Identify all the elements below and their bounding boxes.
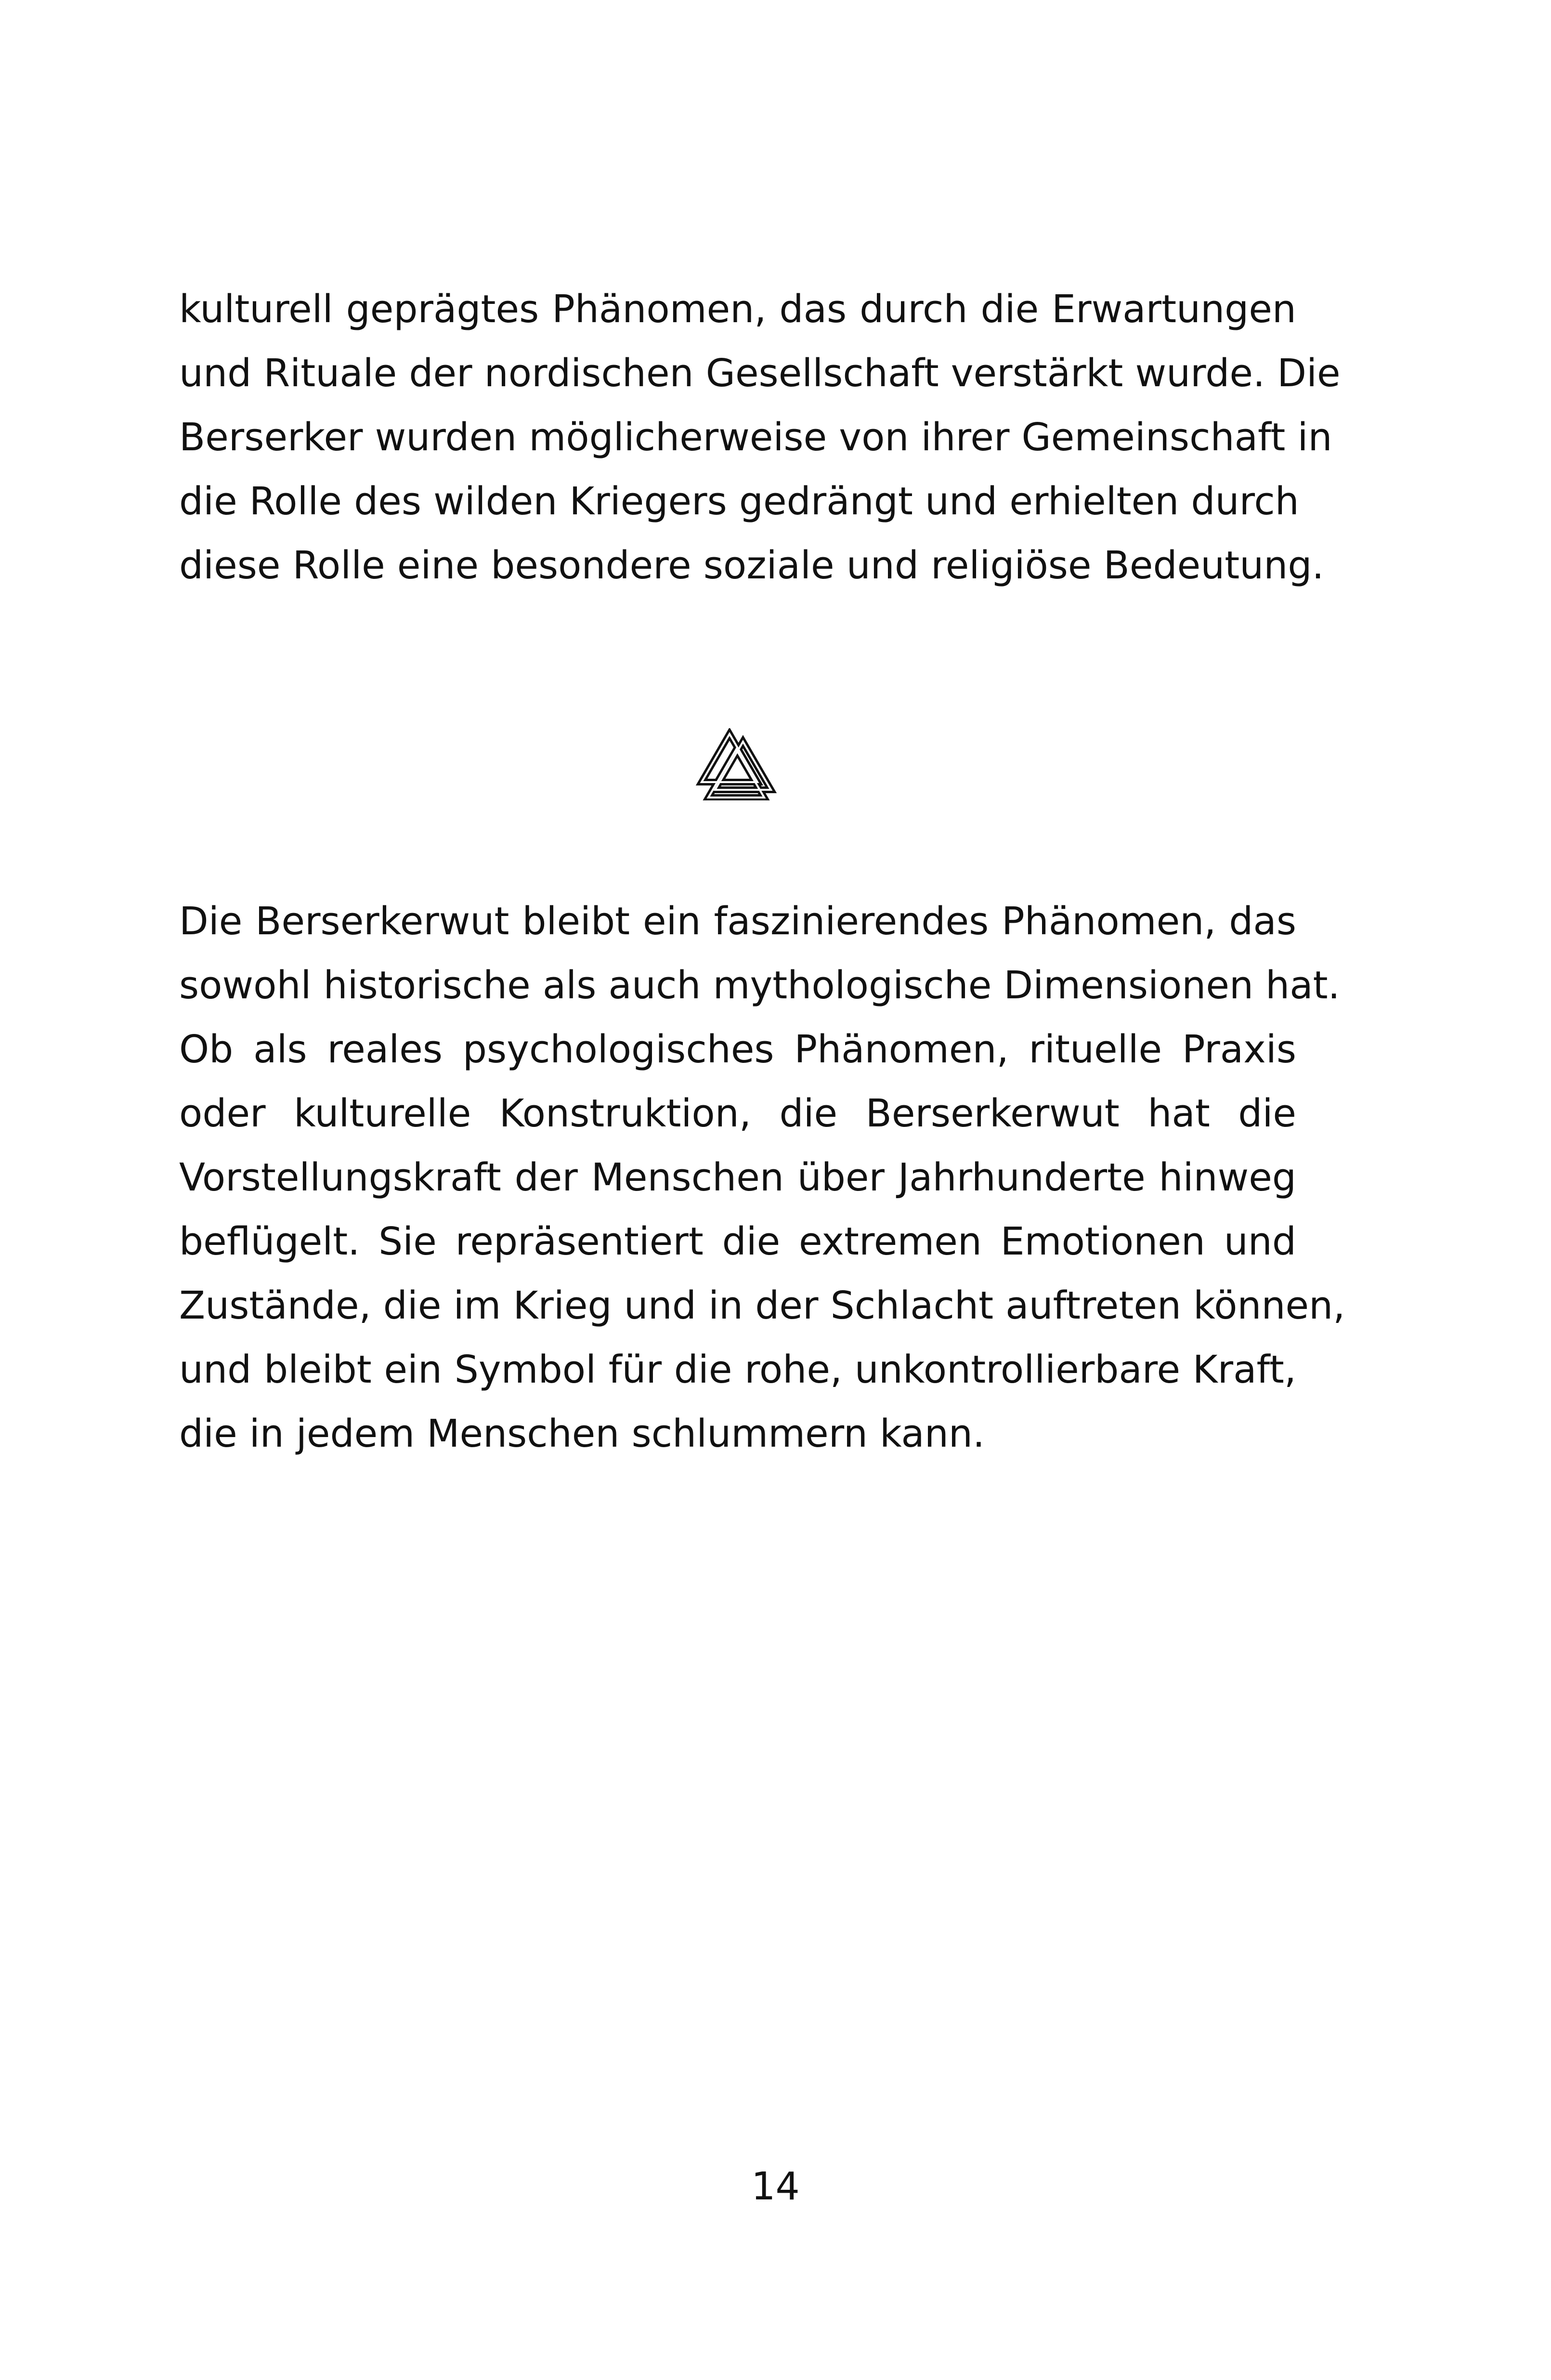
paragraph-1 <box>179 277 1341 598</box>
text-line: und bleibt ein Symbol für die rohe, unkontrollierbare Kraft, <box>179 1347 1296 1392</box>
valknut-icon <box>696 728 778 800</box>
text-line: sowohl historische als auch mythologische Dimensionen hat. <box>179 963 1340 1007</box>
text-line: kulturell geprägtes Phänomen, das durch die Erwartungen <box>179 287 1296 331</box>
text-line: Ob als reales psychologisches Phänomen, rituelle Praxis <box>179 1027 1296 1072</box>
text-line: die Rolle des wilden Kriegers gedrängt und erhielten durch <box>179 479 1299 523</box>
text-line: die in jedem Menschen schlummern kann. <box>179 1412 985 1456</box>
page-number: 14 <box>751 2164 800 2209</box>
text-line: Berserker wurden möglicherweise von ihrer Gemeinschaft in <box>179 415 1332 459</box>
text-line: diese Rolle eine besondere soziale und religiöse Bedeutung. <box>179 543 1324 588</box>
text-line: oder kulturelle Konstruktion, die Berserkerwut hat die <box>179 1091 1296 1136</box>
text-line: Die Berserkerwut bleibt ein faszinierendes Phänomen, das <box>179 899 1296 943</box>
text-line: beflügelt. Sie repräsentiert die extremen Emotionen und <box>179 1219 1296 1264</box>
paragraph-2 <box>179 889 1345 1466</box>
text-line: Vorstellungskraft der Menschen über Jahrhunderte hinweg <box>179 1155 1296 1200</box>
text-line: Zustände, die im Krieg und in der Schlacht auftreten können, <box>179 1283 1345 1328</box>
text-line: und Rituale der nordischen Gesellschaft verstärkt wurde. Die <box>179 351 1341 395</box>
